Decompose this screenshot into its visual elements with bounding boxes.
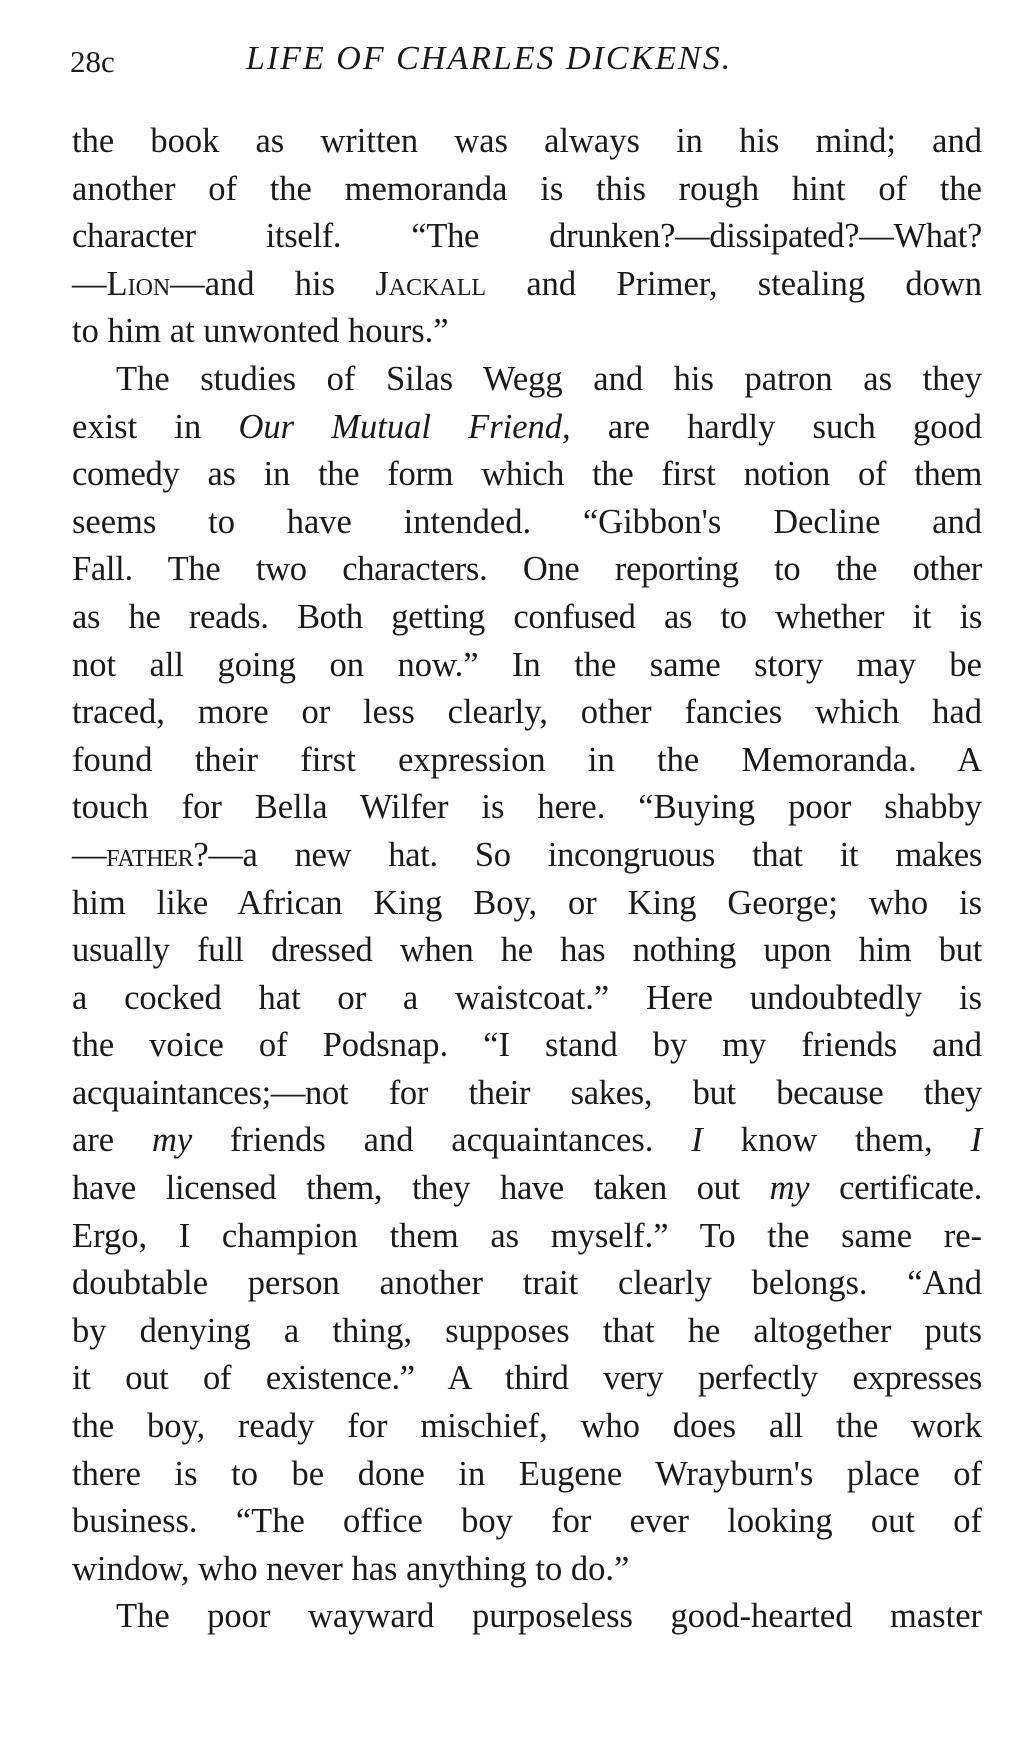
text-line: found their first expression in the Memoranda. A xyxy=(72,740,982,779)
text-span: know them, xyxy=(702,1121,971,1160)
text-span: ?—a new hat. So incongruous that it makes xyxy=(193,835,982,874)
text-line xyxy=(72,832,982,880)
text-line: window, who never has anything to do.” xyxy=(72,1549,630,1588)
text-line: Ergo, I champion them as myself.” To the same re- xyxy=(72,1216,982,1255)
italic-i: I xyxy=(970,1121,982,1160)
book-title-our-mutual-friend: Our Mutual Friend, xyxy=(238,407,571,446)
text-span: exist in xyxy=(72,407,239,446)
small-caps-jackall: Jackall xyxy=(375,264,487,303)
text-line: business. “The office boy for ever looking out of xyxy=(72,1502,982,1541)
italic-my: my xyxy=(151,1121,193,1160)
text-line: there is to be done in Eugene Wrayburn's place of xyxy=(72,1454,982,1493)
text-line: usually full dressed when he has nothing upon him but xyxy=(72,931,982,970)
text-line: seems to have intended. “Gibbon's Decline and xyxy=(72,502,982,541)
small-caps-father: father xyxy=(106,835,194,874)
text-line: touch for Bella Wilfer is here. “Buying poor shabby xyxy=(72,788,982,827)
text-line xyxy=(72,404,982,452)
small-caps-lion: Lion xyxy=(106,264,171,303)
text-span: friends and acquaintances. xyxy=(192,1121,692,1160)
text-line: the boy, ready for mischief, who does all the work xyxy=(72,1407,982,1446)
text-span: certificate. xyxy=(809,1169,983,1208)
text-line: him like African King Boy, or King George; who is xyxy=(72,883,982,922)
italic-i: I xyxy=(691,1121,703,1160)
page-header xyxy=(70,36,950,86)
running-head: LIFE OF CHARLES DICKENS. xyxy=(246,40,733,77)
paragraph-start: The poor wayward purposeless good-hearted master xyxy=(116,1597,982,1636)
text-line: doubtable person another trait clearly belongs. “And xyxy=(72,1264,982,1303)
text-span: — xyxy=(72,264,107,303)
paragraph-start: The studies of Silas Wegg and his patron as they xyxy=(116,359,982,398)
text-line: another of the memoranda is this rough hint of the xyxy=(72,169,982,208)
text-line: the book as written was always in his mind; and xyxy=(72,122,982,160)
text-line: not all going on now.” In the same story may be xyxy=(72,645,982,684)
text-span: are hardly such good xyxy=(570,407,982,446)
text-line: the voice of Podsnap. “I stand by my friends and xyxy=(72,1026,982,1065)
text-line: it out of existence.” A third very perfectly expresses xyxy=(72,1359,982,1398)
text-line: comedy as in the form which the first notion of them xyxy=(72,455,982,494)
text-line xyxy=(72,1117,982,1165)
text-line: to him at unwonted hours.” xyxy=(72,312,449,351)
text-line: character itself. “The drunken?—dissipated?—What? xyxy=(72,217,982,256)
text-span: and Primer, stealing down xyxy=(486,264,982,303)
text-line: Fall. The two characters. One reporting to the other xyxy=(72,550,982,589)
body-text xyxy=(72,118,982,1641)
text-span: have licensed them, they have taken out xyxy=(72,1169,770,1208)
text-line xyxy=(72,261,982,309)
text-line: as he reads. Both getting confused as to whether it is xyxy=(72,597,982,636)
text-line: by denying a thing, supposes that he altogether puts xyxy=(72,1311,982,1350)
text-span: —and his xyxy=(170,264,376,303)
italic-my: my xyxy=(769,1169,810,1208)
page-number: 28c xyxy=(70,44,115,79)
text-line: acquaintances;—not for their sakes, but because they xyxy=(72,1073,982,1112)
text-span: are xyxy=(72,1121,152,1160)
text-line: traced, more or less clearly, other fancies which had xyxy=(72,693,982,732)
text-line xyxy=(72,1165,982,1213)
text-line: a cocked hat or a waistcoat.” Here undoubtedly is xyxy=(72,978,982,1017)
text-span: — xyxy=(72,835,107,874)
